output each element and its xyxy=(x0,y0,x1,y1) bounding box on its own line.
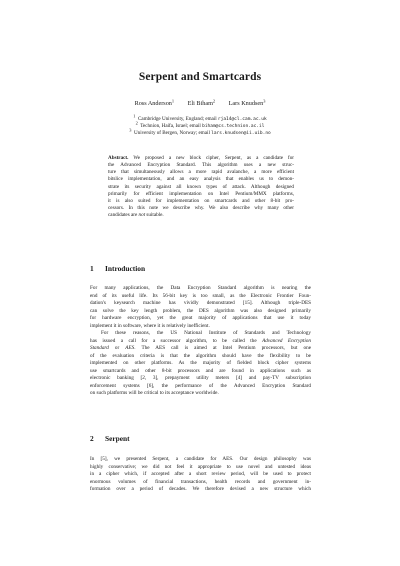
email-address: rja14@cl.cam.ac.uk xyxy=(217,117,267,122)
section-body: For many applications, the Data Encryption Standard algorithm is nearing the end of its useful life. Its 56-bit key is too small, as the Electronic Frontier Foun- dation's keysearch machine has vividly demonstrated [15]. Although triple-DES can solve the key length problem, the DES algorithm was also designed primarily for hardware encryption, yet the great majority of applications that use it today implement it in software, where it is relatively inefficient. For these reasons, the US National Institute of Standards and Technology has issued a call for a successor algorithm, to be called the Advanced Encryption Standard or AES. The AES call is aimed at Intel Pentium processors, but one of the evaluation criteria is that the algorithm should have the flexibility to be implemented on other platforms. As the majority of fielded block cipher systems use smartcards and other 8-bit processors and are found in applications such as electronic banking [2, 3], prepayment utility meters [4] and pay-TV subscription enforcement systems [6], the performance of the Advanced Encryption Standard on such platforms will be critical to its acceptance worldwide. xyxy=(90,285,311,396)
author-list xyxy=(0,100,400,107)
aes-line: has issued a call for a successor algorithm, to be called the Advanced Encryption xyxy=(90,337,311,344)
affiliation: $^2$ Technion, Haifa, Israel; email biham@cs.technion.ac.il xyxy=(135,120,265,130)
affiliation: $^3$ University of Bergen, Norway; email lars.knudsen@ii.uib.no xyxy=(129,127,271,137)
author-mark: 2 xyxy=(212,98,216,104)
email-address: lars.knudsen@ii.uib.no xyxy=(211,131,271,137)
author-name: Lars Knudsen xyxy=(228,100,264,107)
abstract-label: Abstract. xyxy=(108,155,129,161)
paper-title: Serpent and Smartcards xyxy=(138,71,262,83)
section-body: In [5], we presented Serpent, a candidate for AES. Our design philosophy was highly conservative; we did not feel it appropriate to use novel and untested ideas in a cipher which, if accepted after a short review period, will be used to protect enormous volumes of financial transactions, health records and government in- formation over a period of decades. We therefore devised a new structure which xyxy=(90,456,311,492)
abstract: Abstract. We proposed a new block cipher, Serpent, as a candidate for the Advanced Encryption Standard. This algorithm uses a new struc- ture that simultaneously allows a more rapid avalanche, a more efficient bitslice implementation, and an easy analysis that enables us to demon- strate its security against all known types of attack. Although designed primarily for efficient implementation on Intel Pentium/MMX platforms, it is also suited for implementation on smartcards and other 8-bit pro- cessors. In this note we describe why. We also describe why many other candidates are not suitable. xyxy=(108,155,294,219)
section-heading: 1 Introduction xyxy=(90,264,146,273)
author-mark: 1 xyxy=(171,98,175,104)
std-line: Standard or AES. The AES call is aimed at Intel Pentium processors, but one xyxy=(90,345,311,351)
affiliation-list xyxy=(0,113,400,138)
author-name: Ross Anderson xyxy=(134,100,172,107)
email-address: biham@cs.technion.ac.il xyxy=(202,124,265,130)
affiliation: $^1$ Cambridge University, England; email rja14@cl.cam.ac.uk xyxy=(133,113,267,122)
author-mark: 3 xyxy=(263,98,266,104)
author-name: Eli Biham xyxy=(187,100,213,107)
section-heading: 2 Serpent xyxy=(90,434,130,443)
